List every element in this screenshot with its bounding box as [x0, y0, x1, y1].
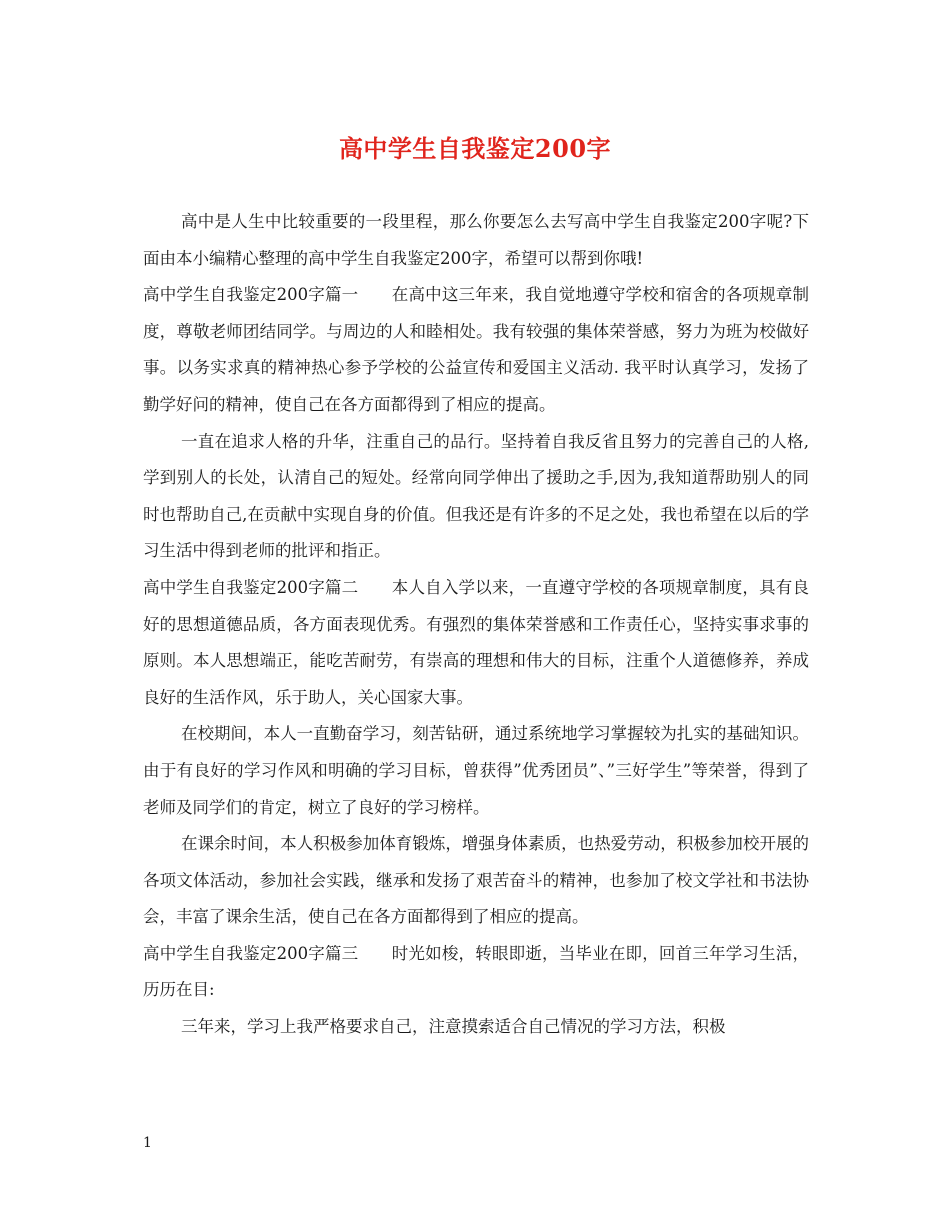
section-three-paragraph: 高中学生自我鉴定200字篇三 时光如梭，转眼即逝，当毕业在即，回首三年学习生活，历历在目:: [143, 943, 809, 1000]
section-two-paragraph: 高中学生自我鉴定200字篇二 本人自入学以来，一直遵守学校的各项规章制度，具有良好的思想道德品质，各方面表现优秀。有强烈的集体荣誉感和工作责任心，坚持实事求事的原则。本人思想端正，能吃苦耐劳，有崇高的理想和伟大的目标，注重个人道德修养，养成良好的生活作风，乐于助人，关心国家大事。: [143, 577, 809, 707]
section-one-paragraph: 高中学生自我鉴定200字篇一 在高中这三年来，我自觉地遵守学校和宿舍的各项规章制度，尊敬老师团结同学。与周边的人和睦相处。我有较强的集体荣誉感，努力为班为校做好事。以务实求真的精神热心参予学校的公益宣传和爱国主义活动. 我平时认真学习，发扬了勤学好问的精神，使自己在各方面都得到了相应的提高。: [143, 285, 809, 414]
body-paragraph: 在课余时间，本人积极参加体育锻炼，增强身体素质，也热爱劳动，积极参加校开展的各项文体活动，参加社会实践，继承和发扬了艰苦奋斗的精神，也参加了校文学社和书法协会，丰富了课余生活，使自己在各方面都得到了相应的提高。: [143, 834, 809, 927]
body-paragraph: 在校期间，本人一直勤奋学习，刻苦钻研，通过系统地学习掌握较为扎实的基础知识。由于有良好的学习作风和明确的学习目标，曾获得”优秀团员”、”三好学生”等荣誉，得到了老师及同学们的肯定，树立了良好的学习榜样。: [143, 724, 809, 817]
page-number: 1: [143, 1135, 152, 1151]
document-body: [143, 204, 809, 1046]
body-paragraph: 一直在追求人格的升华，注重自己的品行。坚持着自我反省且努力的完善自己的人格,学到别人的长处，认清自己的短处。经常向同学伸出了援助之手,因为,我知道帮助别人的同时也帮助自己,在贡献中实现自身的价值。但我还是有许多的不足之处，我也希望在以后的学习生活中得到老师的批评和指正。: [143, 431, 809, 561]
document-title: 高中学生自我鉴定200字: [338, 134, 612, 163]
body-paragraph: 三年来，学习上我严格要求自己，注意摸索适合自己情况的学习方法，积极: [180, 1017, 726, 1037]
intro-paragraph: 高中是人生中比较重要的一段里程，那么你要怎么去写高中学生自我鉴定200字呢?下面由本小编精心整理的高中学生自我鉴定200字，希望可以帮到你哦!: [143, 212, 809, 268]
